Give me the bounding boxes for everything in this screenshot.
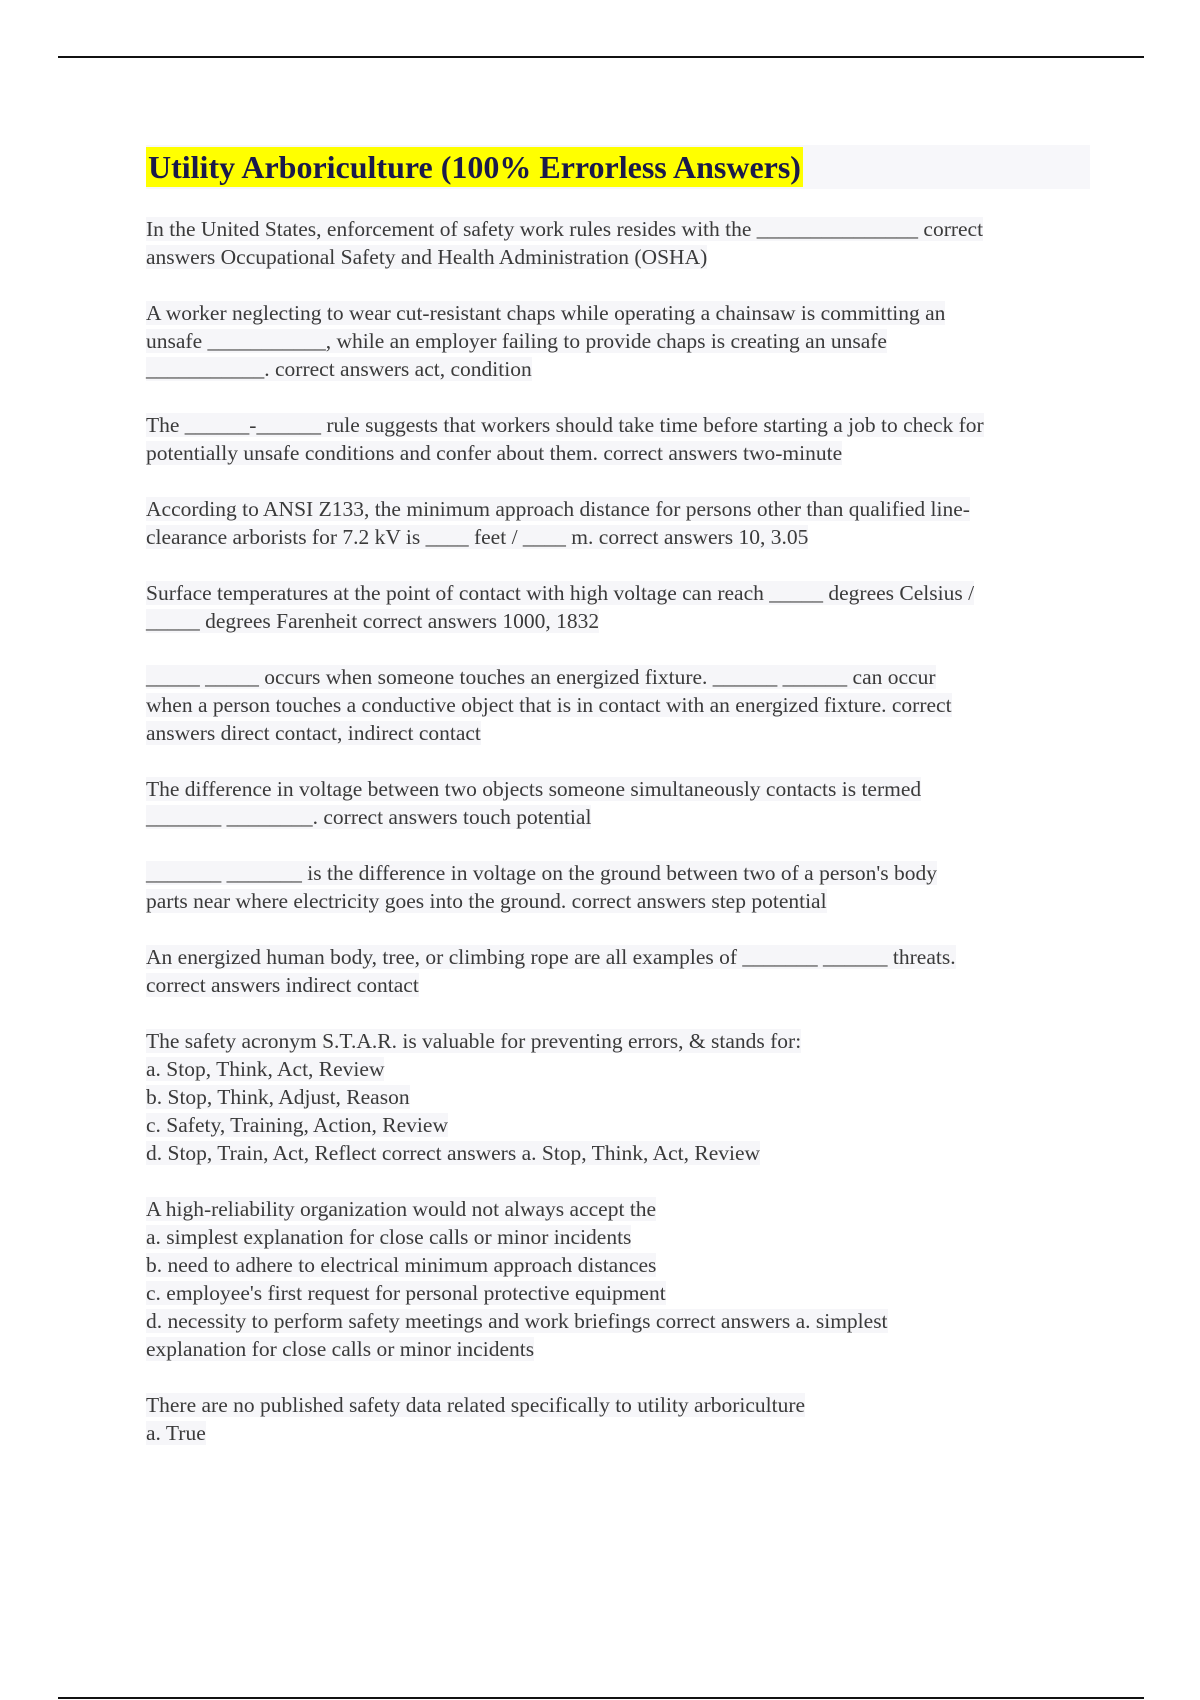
question-block: [146, 1027, 1090, 1167]
question-line: [146, 327, 1090, 355]
question-block: [146, 663, 1090, 747]
question-line: [146, 1139, 1090, 1167]
header-rule: [58, 56, 1144, 58]
question-block: [146, 775, 1090, 831]
question-text: c. Safety, Training, Action, Review: [146, 1113, 448, 1137]
question-block: [146, 943, 1090, 999]
question-block: [146, 299, 1090, 383]
question-text: A high-reliability organization would not always accept the: [146, 1197, 657, 1221]
question-line: [146, 1223, 1090, 1251]
question-line: [146, 1419, 1090, 1447]
question-text: b. Stop, Think, Adjust, Reason: [146, 1085, 410, 1109]
document-title: Utility Arboriculture (100% Errorless Answers): [148, 149, 801, 185]
question-text: d. necessity to perform safety meetings and work briefings correct answers a. simplest: [146, 1309, 888, 1333]
question-line: [146, 971, 1090, 999]
question-line: [146, 579, 1090, 607]
question-text: _____ _____ occurs when someone touches an energized fixture. ______ ______ can occur: [146, 665, 936, 689]
question-line: [146, 663, 1090, 691]
question-list: [146, 215, 1090, 1447]
question-block: [146, 1391, 1090, 1447]
question-text: An energized human body, tree, or climbing rope are all examples of _______ ______ threats.: [146, 945, 956, 969]
question-block: [146, 215, 1090, 271]
question-line: [146, 1279, 1090, 1307]
question-block: [146, 411, 1090, 467]
question-text: a. Stop, Think, Act, Review: [146, 1057, 385, 1081]
question-line: [146, 1083, 1090, 1111]
question-text: unsafe ___________, while an employer failing to provide chaps is creating an unsafe: [146, 329, 887, 353]
question-line: [146, 1195, 1090, 1223]
question-block: [146, 859, 1090, 915]
question-line: [146, 719, 1090, 747]
question-text: _______ _______ is the difference in voltage on the ground between two of a person's body: [146, 861, 938, 885]
question-text: ___________. correct answers act, condition: [146, 357, 532, 381]
question-line: [146, 1111, 1090, 1139]
question-text: A worker neglecting to wear cut-resistant chaps while operating a chainsaw is committing an: [146, 301, 946, 325]
question-text: potentially unsafe conditions and confer about them. correct answers two-minute: [146, 441, 843, 465]
question-text: In the United States, enforcement of safety work rules resides with the _______________ correct: [146, 217, 984, 241]
question-line: [146, 1055, 1090, 1083]
question-text: explanation for close calls or minor incidents: [146, 1337, 535, 1361]
question-text: b. need to adhere to electrical minimum approach distances: [146, 1253, 657, 1277]
question-text: The difference in voltage between two objects someone simultaneously contacts is termed: [146, 777, 922, 801]
question-line: [146, 691, 1090, 719]
footer-rule: [58, 1697, 1144, 1699]
question-line: [146, 775, 1090, 803]
question-block: [146, 495, 1090, 551]
question-text: _______ ________. correct answers touch potential: [146, 805, 592, 829]
question-text: _____ degrees Farenheit correct answers 1000, 1832: [146, 609, 600, 633]
question-text: answers Occupational Safety and Health Administration (OSHA): [146, 245, 708, 269]
question-line: [146, 887, 1090, 915]
question-text: The safety acronym S.T.A.R. is valuable for preventing errors, & stands for:: [146, 1029, 802, 1053]
question-line: [146, 607, 1090, 635]
question-line: [146, 1335, 1090, 1363]
question-line: [146, 411, 1090, 439]
question-line: [146, 803, 1090, 831]
question-text: a. True: [146, 1421, 206, 1445]
question-text: answers direct contact, indirect contact: [146, 721, 481, 745]
question-line: [146, 355, 1090, 383]
question-text: a. simplest explanation for close calls or minor incidents: [146, 1225, 632, 1249]
question-text: c. employee's first request for personal protective equipment: [146, 1281, 666, 1305]
question-block: [146, 1195, 1090, 1363]
question-text: correct answers indirect contact: [146, 973, 419, 997]
question-line: [146, 215, 1090, 243]
question-line: [146, 1027, 1090, 1055]
question-text: There are no published safety data related specifically to utility arboriculture: [146, 1393, 806, 1417]
question-line: [146, 299, 1090, 327]
document-body: [146, 145, 1090, 1475]
question-text: Surface temperatures at the point of contact with high voltage can reach _____ degrees Celsius /: [146, 581, 975, 605]
question-text: when a person touches a conductive object that is in contact with an energized fixture. correct: [146, 693, 952, 717]
question-text: parts near where electricity goes into the ground. correct answers step potential: [146, 889, 827, 913]
title-bar: [146, 145, 1090, 189]
question-text: clearance arborists for 7.2 kV is ____ feet / ____ m. correct answers 10, 3.05: [146, 525, 809, 549]
question-line: [146, 439, 1090, 467]
question-line: [146, 495, 1090, 523]
question-block: [146, 579, 1090, 635]
question-line: [146, 1391, 1090, 1419]
question-line: [146, 943, 1090, 971]
question-line: [146, 859, 1090, 887]
question-line: [146, 523, 1090, 551]
question-line: [146, 1251, 1090, 1279]
question-text: According to ANSI Z133, the minimum approach distance for persons other than qualified line-: [146, 497, 970, 521]
question-line: [146, 243, 1090, 271]
question-text: The ______-______ rule suggests that workers should take time before starting a job to check for: [146, 413, 984, 437]
question-text: d. Stop, Train, Act, Reflect correct answers a. Stop, Think, Act, Review: [146, 1141, 761, 1165]
question-line: [146, 1307, 1090, 1335]
